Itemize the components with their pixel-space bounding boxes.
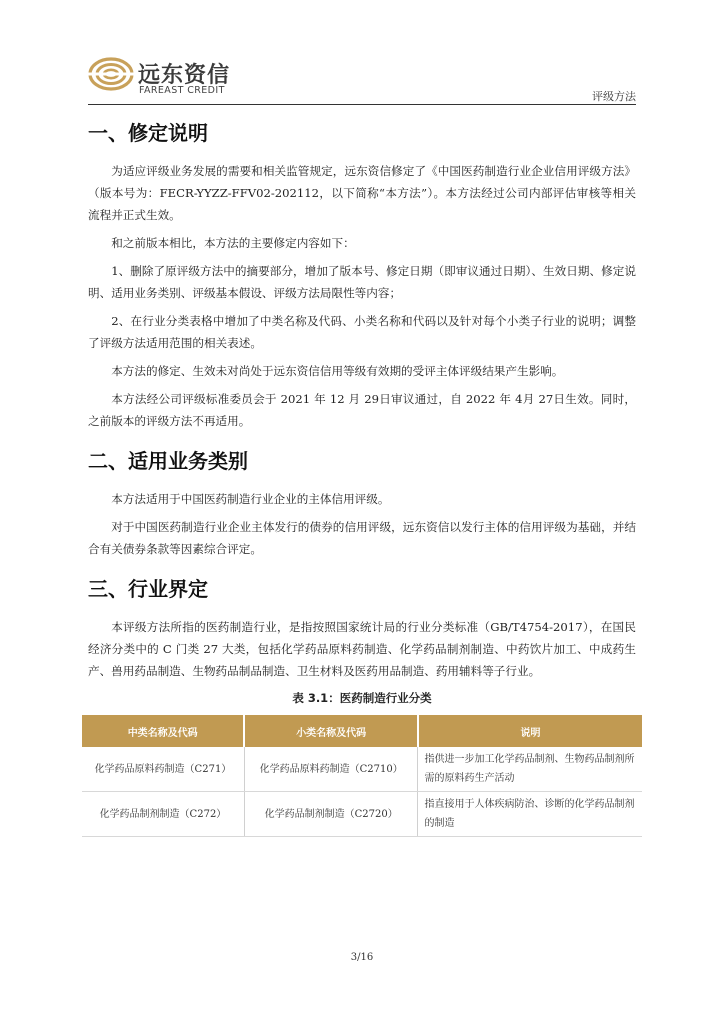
section-heading-revision: 一、修定说明: [88, 121, 208, 145]
section-heading-industry: 三、行业界定: [88, 577, 208, 601]
table-row: [82, 747, 642, 792]
table-cell: 化学药品原料药制造（C2710）: [244, 747, 418, 792]
fareast-logo-icon: [88, 54, 134, 94]
paragraph: 本方法的修定、生效未对尚处于远东资信信用等级有效期的受评主体评级结果产生影响。: [111, 364, 564, 378]
page-body: [88, 118, 636, 837]
table-row: [82, 792, 642, 837]
brand-name-en: FAREAST CREDIT: [139, 85, 225, 96]
table-cell: 指直接用于人体疾病防治、诊断的化学药品制剂的制造: [418, 792, 642, 837]
paragraph: 2、在行业分类表格中增加了中类名称及代码、小类名称和代码以及针对每个小类子行业的说明；调整了评级方法适用范围的相关表述。: [88, 314, 636, 350]
brand-name-cn: 远东资信: [138, 63, 231, 88]
table-header-row: [82, 715, 642, 747]
column-header: 中类名称及代码: [82, 715, 244, 747]
table-cell: 指供进一步加工化学药品制剂、生物药品制剂所需的原料药生产活动: [418, 747, 642, 792]
section-heading-scope: 二、适用业务类别: [88, 449, 248, 473]
column-header: 说明: [418, 715, 642, 747]
page-number: 3/16: [350, 952, 374, 963]
paragraph: 本方法经公司评级标准委员会于 2021 年 12 月 29日审议通过，自 2022 年 4月 27日生效。同时，之前版本的评级方法不再适用。: [88, 392, 636, 428]
page-header: [88, 52, 636, 104]
table-caption: 表 3.1：医药制造行业分类: [292, 691, 432, 705]
paragraph: 为适应评级业务发展的需要和相关监管规定，远东资信修定了《中国医药制造行业企业信用评级方法》（版本号为：FECR-YYZZ-FFV02-202112，以下简称“本方法”）。本方法经过公司内部评估审核等相关流程并正式生效。: [88, 164, 636, 222]
table-cell: 化学药品制剂制造（C2720）: [244, 792, 418, 837]
paragraph: 本评级方法所指的医药制造行业，是指按照国家统计局的行业分类标准（GB/T4754-2017），在国民经济分类中的 C 门类 27 大类，包括化学药品原料药制造、化学药品制剂制造、中药饮片加工、中成药生产、兽用药品制造、生物药品制品制造、卫生材料及医药用品制造、药用辅料等子行业。: [88, 620, 636, 678]
paragraph: 和之前版本相比，本方法的主要修定内容如下：: [111, 236, 355, 250]
header-divider: [88, 104, 636, 105]
paragraph: 1、删除了原评级方法中的摘要部分，增加了版本号、修定日期（即审议通过日期）、生效日期、修定说明、适用业务类别、评级基本假设、评级方法局限性等内容；: [88, 264, 636, 300]
table-cell: 化学药品制剂制造（C272）: [82, 792, 244, 837]
document-type-label: 评级方法: [592, 90, 636, 103]
column-header: 小类名称及代码: [244, 715, 418, 747]
paragraph: 对于中国医药制造行业企业主体发行的债券的信用评级，远东资信以发行主体的信用评级为基础，并结合有关债券条款等因素综合评定。: [88, 520, 636, 556]
paragraph: 本方法适用于中国医药制造行业企业的主体信用评级。: [111, 492, 390, 506]
table-cell: 化学药品原料药制造（C271）: [82, 747, 244, 792]
industry-classification-table: [82, 715, 642, 837]
